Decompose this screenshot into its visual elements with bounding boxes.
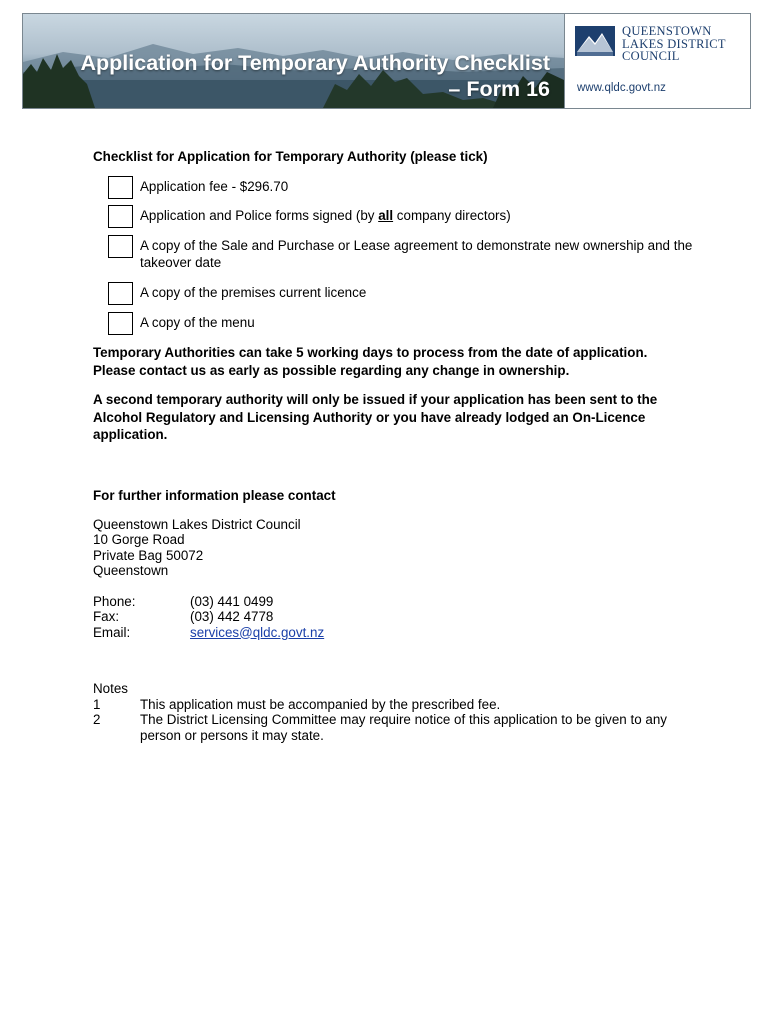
address-line: Private Bag 50072 [93,547,204,563]
tick-box[interactable] [108,282,133,305]
council-name-line-2: LAKES DISTRICT [622,36,726,51]
form-content [93,148,693,743]
page-title-line-2: – Form 16 [448,77,550,101]
note-item [93,712,693,743]
checklist-item-label: A copy of the premises current licence [140,285,367,300]
email-link[interactable]: services@qldc.govt.nz [190,624,325,640]
checklist-item [93,237,693,271]
address-line: Queenstown Lakes District Council [93,516,301,532]
page-title-line-1: Application for Temporary Authority Checklist [80,51,550,75]
checklist-item-label: A copy of the Sale and Purchase or Lease agreement to demonstrate new ownership and the takeover date [140,238,693,270]
page-title [30,50,550,102]
checklist-item-emphasis: all [378,208,394,223]
fax-row [93,609,693,625]
council-logo [564,14,750,108]
tick-box[interactable] [108,312,133,335]
checklist-item [93,314,693,331]
tick-box[interactable] [108,235,133,258]
checklist-item [93,178,693,195]
notes-section [93,681,693,743]
notes-heading: Notes [93,681,128,696]
note-text: The District Licensing Committee may require notice of this application to be given to any person or persons it may state. [140,712,667,743]
checklist-item-label: Application fee - $296.70 [140,179,289,194]
checklist-item [93,207,693,224]
header-banner [22,13,751,109]
checklist-item-label: A copy of the menu [140,315,255,330]
phone-label: Phone: [93,593,136,609]
checklist-item-label-end: company directors) [393,208,511,223]
council-name [622,25,726,63]
checklist-item-label-start: Application and Police forms signed (by [140,208,379,223]
second-authority-notice: A second temporary authority will only be issued if your application has been sent to the Alcohol Regulatory and Licensing Authority or you have already lodged an On-Licence application. [93,392,658,442]
mountain-logo-icon [575,26,615,56]
address-line: Queenstown [93,563,169,578]
email-label: Email: [93,624,131,640]
checklist-item [93,284,693,301]
tick-box[interactable] [108,176,133,199]
email-row [93,625,693,641]
council-name-line-3: COUNCIL [622,49,680,63]
council-name-line-1: QUEENSTOWN [622,24,712,38]
council-website[interactable]: www.qldc.govt.nz [577,82,666,94]
checklist-heading: Checklist for Application for Temporary Authority (please tick) [93,149,488,164]
fax-value: (03) 442 4778 [190,609,274,624]
address-line: 10 Gorge Road [93,532,185,547]
lake-landscape-image [23,14,564,108]
fax-label: Fax: [93,609,120,624]
phone-value: (03) 441 0499 [190,593,274,609]
note-item [93,697,693,713]
note-number: 2 [93,712,101,727]
contact-address [93,517,693,579]
note-text: This application must be accompanied by the prescribed fee. [140,696,501,712]
contact-heading: For further information please contact [93,487,336,503]
phone-row [93,594,693,610]
note-number: 1 [93,696,101,712]
tick-box[interactable] [108,205,133,228]
processing-notice: Temporary Authorities can take 5 working days to process from the date of application. Please contact us as early as possible regarding any change in ownership. [93,345,648,378]
contact-details [93,594,693,641]
